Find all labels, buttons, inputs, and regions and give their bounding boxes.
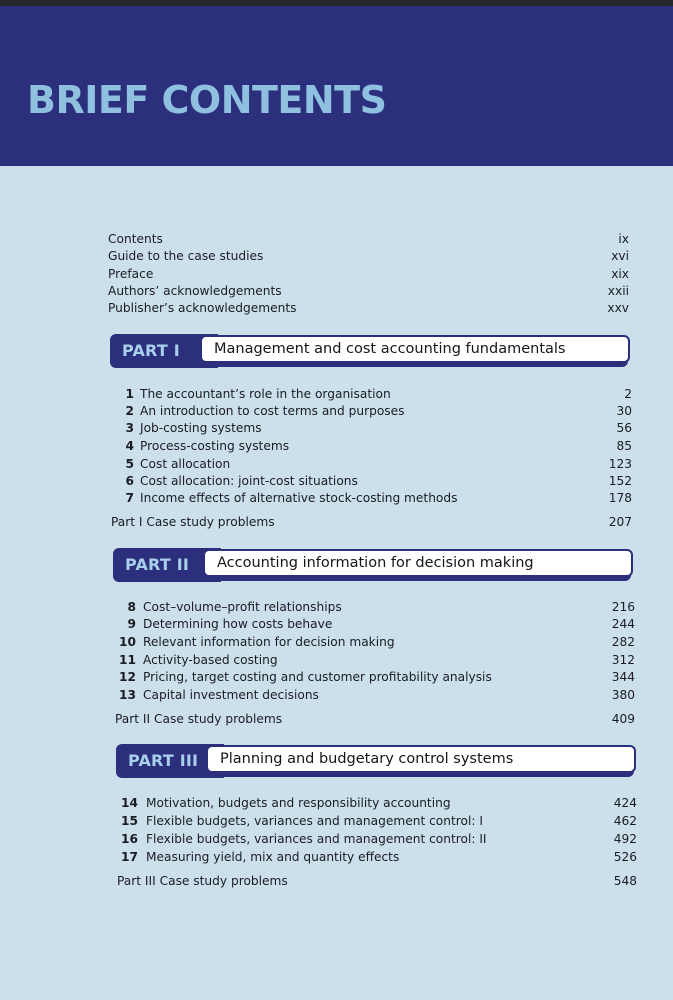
chapter-number: 12 — [119, 670, 136, 684]
chapter-title: Cost allocation — [140, 457, 231, 471]
chapter-row — [0, 616, 673, 633]
part-header — [116, 744, 636, 778]
entry-title: Part III Case study problems — [117, 874, 288, 888]
page-number: 526 — [613, 850, 637, 864]
page-number: 492 — [613, 832, 637, 846]
chapter-title: The accountant’s role in the organisation — [140, 387, 391, 401]
page-number: 282 — [611, 635, 635, 649]
chapter-title: Motivation, budgets and responsibility accounting — [146, 796, 451, 810]
part-title: Management and cost accounting fundamentals — [200, 335, 630, 363]
page-number: 462 — [613, 814, 637, 828]
chapter-number: 6 — [125, 474, 134, 488]
chapter-number: 15 — [121, 814, 138, 828]
chapter-number: 11 — [119, 653, 136, 667]
front-matter-item — [0, 266, 673, 283]
entry-title: Guide to the case studies — [108, 249, 264, 263]
page-number: 123 — [608, 457, 632, 471]
chapter-title: Capital investment decisions — [143, 688, 319, 702]
chapter-row — [0, 490, 673, 507]
page-title: BRIEF CONTENTS — [27, 78, 387, 122]
chapter-row — [0, 813, 673, 830]
page-number: xix — [611, 267, 629, 281]
case-study-row — [0, 711, 673, 728]
front-matter-item — [0, 231, 673, 248]
chapter-title: Process-costing systems — [140, 439, 290, 453]
chapter-number: 3 — [125, 421, 134, 435]
page-number: 244 — [611, 617, 635, 631]
chapter-row — [0, 669, 673, 686]
chapter-title: Flexible budgets, variances and management control: I — [146, 814, 483, 828]
part-header — [110, 334, 630, 368]
chapter-row — [0, 687, 673, 704]
entry-title: Contents — [108, 232, 163, 246]
entry-title: Publisher’s acknowledgements — [108, 301, 297, 315]
chapter-title: Income effects of alternative stock-costing methods — [140, 491, 458, 505]
chapter-title: Activity-based costing — [143, 653, 278, 667]
chapter-row — [0, 386, 673, 403]
chapter-title: An introduction to cost terms and purposes — [140, 404, 405, 418]
chapter-title: Cost allocation: joint-cost situations — [140, 474, 358, 488]
chapter-number: 1 — [125, 387, 134, 401]
front-matter-item — [0, 248, 673, 265]
part-label: PART III — [116, 744, 224, 778]
page-number: xvi — [611, 249, 629, 263]
chapter-row — [0, 795, 673, 812]
chapter-title: Flexible budgets, variances and management control: II — [146, 832, 487, 846]
chapter-row — [0, 849, 673, 866]
chapter-row — [0, 634, 673, 651]
page-number: xxii — [607, 284, 629, 298]
page-number: 344 — [611, 670, 635, 684]
chapter-title: Determining how costs behave — [143, 617, 333, 631]
part-label: PART I — [110, 334, 218, 368]
entry-title: Preface — [108, 267, 154, 281]
chapter-number: 17 — [121, 850, 138, 864]
chapter-number: 10 — [119, 635, 136, 649]
chapter-number: 7 — [125, 491, 134, 505]
page-number: 85 — [616, 439, 632, 453]
page-number: ix — [618, 232, 629, 246]
case-study-row — [0, 873, 673, 890]
chapter-title: Relevant information for decision making — [143, 635, 395, 649]
part-title: Planning and budgetary control systems — [206, 745, 636, 773]
chapter-number: 4 — [125, 439, 134, 453]
part-header — [113, 548, 633, 582]
chapter-number: 14 — [121, 796, 138, 810]
chapter-title: Measuring yield, mix and quantity effects — [146, 850, 400, 864]
chapter-row — [0, 652, 673, 669]
chapter-row — [0, 420, 673, 437]
chapter-row — [0, 456, 673, 473]
front-matter-item — [0, 283, 673, 300]
chapter-row — [0, 438, 673, 455]
chapter-row — [0, 831, 673, 848]
chapter-title: Pricing, target costing and customer profitability analysis — [143, 670, 492, 684]
page-number: 380 — [611, 688, 635, 702]
page-number: 2 — [624, 387, 632, 401]
chapter-title: Cost–volume–profit relationships — [143, 600, 342, 614]
page-number: 424 — [613, 796, 637, 810]
chapter-row — [0, 403, 673, 420]
page-number: 152 — [608, 474, 632, 488]
page-number: 207 — [608, 515, 632, 529]
part-title: Accounting information for decision making — [203, 549, 633, 577]
page-number: 30 — [616, 404, 632, 418]
front-matter-item — [0, 300, 673, 317]
chapter-number: 2 — [125, 404, 134, 418]
chapter-number: 5 — [125, 457, 134, 471]
chapter-number: 9 — [127, 617, 136, 631]
page-number: xxv — [607, 301, 629, 315]
chapter-number: 16 — [121, 832, 138, 846]
chapter-row — [0, 599, 673, 616]
chapter-row — [0, 473, 673, 490]
entry-title: Authors’ acknowledgements — [108, 284, 282, 298]
page-number: 312 — [611, 653, 635, 667]
chapter-title: Job-costing systems — [140, 421, 262, 435]
case-study-row — [0, 514, 673, 531]
chapter-number: 13 — [119, 688, 136, 702]
page-number: 216 — [611, 600, 635, 614]
chapter-number: 8 — [127, 600, 136, 614]
page-number: 548 — [613, 874, 637, 888]
entry-title: Part I Case study problems — [111, 515, 275, 529]
part-label: PART II — [113, 548, 221, 582]
page-number: 56 — [616, 421, 632, 435]
page-number: 409 — [611, 712, 635, 726]
entry-title: Part II Case study problems — [115, 712, 283, 726]
page-number: 178 — [608, 491, 632, 505]
